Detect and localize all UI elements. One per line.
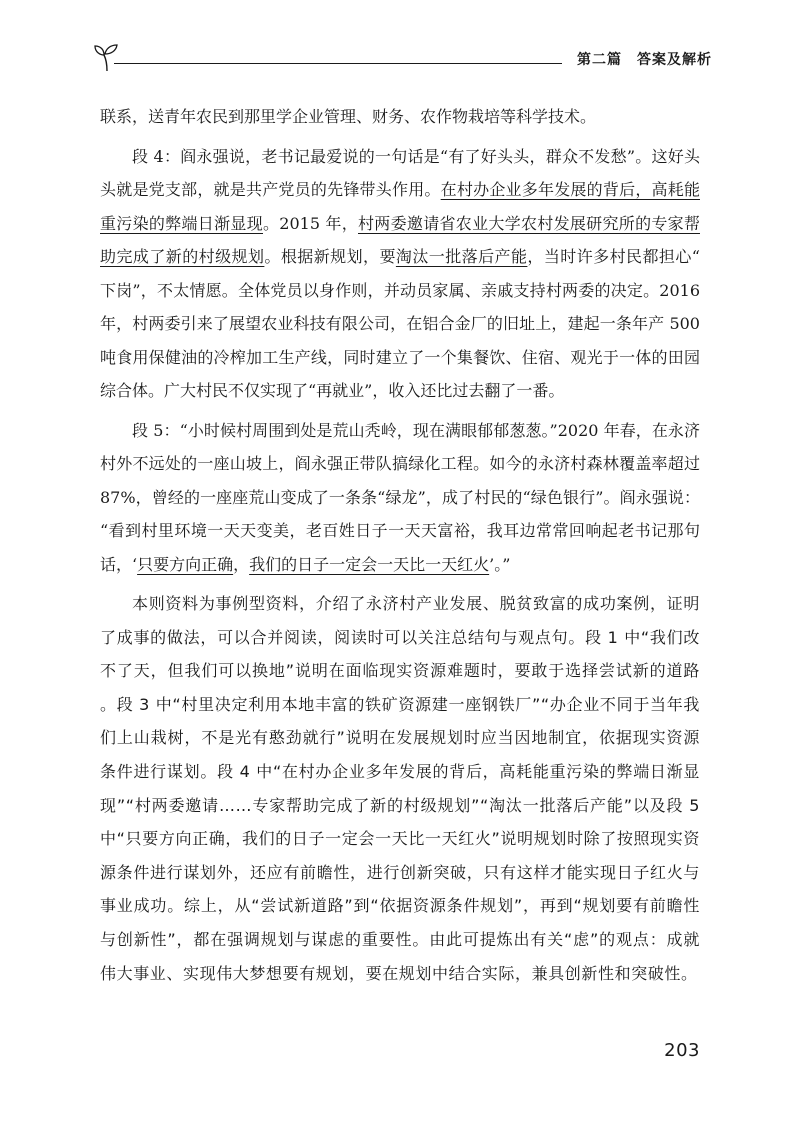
section-label: 第二篇 答案及解析 [577,52,712,68]
text-run: ，当时许多村民都担心“下岗”，不太情愿。全体党员以身作则，并动员家属、亲戚支持村两委的决定。2016 年，村两委引来了展望农业科技有限公司，在铝合金厂的旧址上，建起一条年产 500 吨食用保健油的冷榨加工生产线，同时建立了一个集餐饮、住宿、观光于一体的田园综合体。广大村民不仅实现了“再就业”，收入还比过去翻了一番。 [100,247,700,400]
page-body [100,100,700,990]
header-rule [114,63,562,64]
text-run: 。2015 年， [263,213,358,233]
underlined-phrase: 我们的日子一定会一天比一天红火 [249,554,490,574]
text-run: 。根据新规划，要 [264,247,396,266]
paragraph-continuation: 联系，送青年农民到那里学企业管理、财务、农作物栽培等科学技术。 [100,107,597,126]
text-run: ， [233,554,250,574]
text-run: ’。” [489,554,511,574]
page-number: 203 [664,1040,700,1061]
analysis-paragraph: 本则资料为事例型资料，介绍了永济村产业发展、脱贫致富的成功案例，证明了成事的做法，可以合并阅读，阅读时可以关注总结句与观点句。段 1 中“我们改不了天，但我们可以换地”说明在面临现实资源难题时，要敢于选择尝试新的道路。段 3 中“村里决定利用本地丰富的铁矿资源建一座钢铁厂”“办企业不同于当年我们上山栽树，不是光有憨劲就行”说明在发展规划时应当因地制宜，依据现实资源条件进行谋划。段 4 中“在村办企业多年发展的背后，高耗能重污染的弊端日渐显现”“村两委邀请……专家帮助完成了新的村级规划”“淘汰一批落后产能”以及段 5 中“只要方向正确，我们的日子一定会一天比一天红火”说明规划时除了按照现实资源条件进行谋划外，还应有前瞻性，进行创新突破，只有这样才能实现日子红火与事业成功。综上，从“尝试新道路”到“依据资源条件规划”，再到“规划要有前瞻性与创新性”，都在强调规划与谋虑的重要性。由此可提炼出有关“虑”的观点：成就伟大事业、实现伟大梦想要有规划，要在规划中结合实际，兼具创新性和突破性。 [100,594,700,983]
paragraph-section-4 [100,140,700,408]
sprout-icon [92,40,122,74]
text-run: 段 5：“小时候村周围到处是荒山秃岭，现在满眼郁郁葱葱。”2020 年春，在永济村外不远处的一座山坡上，阎永强正带队搞绿化工程。如今的永济村森林覆盖率超过 87%，曾经的一座座荒山变成了一条条“绿龙”，成了村民的“绿色银行”。阎永强说：“看到村里环境一天天变美，老百姓日子一天天富裕，我耳边常常回响起老书记那句话，‘ [100,420,700,574]
underlined-phrase: 在村办企业多年发展的背后，高耗能重污染的弊端日渐显现 [100,180,700,233]
underlined-phrase: 村两委邀请省农业大学农村发展研究所的专家帮助完成了新的村级规划 [100,213,700,266]
underlined-phrase: 淘汰一批落后产能 [395,247,528,266]
paragraph-section-5 [100,414,700,582]
text-run: 段 4：阎永强说，老书记最爱说的一句话是“有了好头头，群众不发愁”。这好头头就是党支部，就是共产党员的先锋带头作用。 [100,146,700,199]
underlined-phrase: 只要方向正确 [137,554,234,574]
running-header [92,40,712,74]
